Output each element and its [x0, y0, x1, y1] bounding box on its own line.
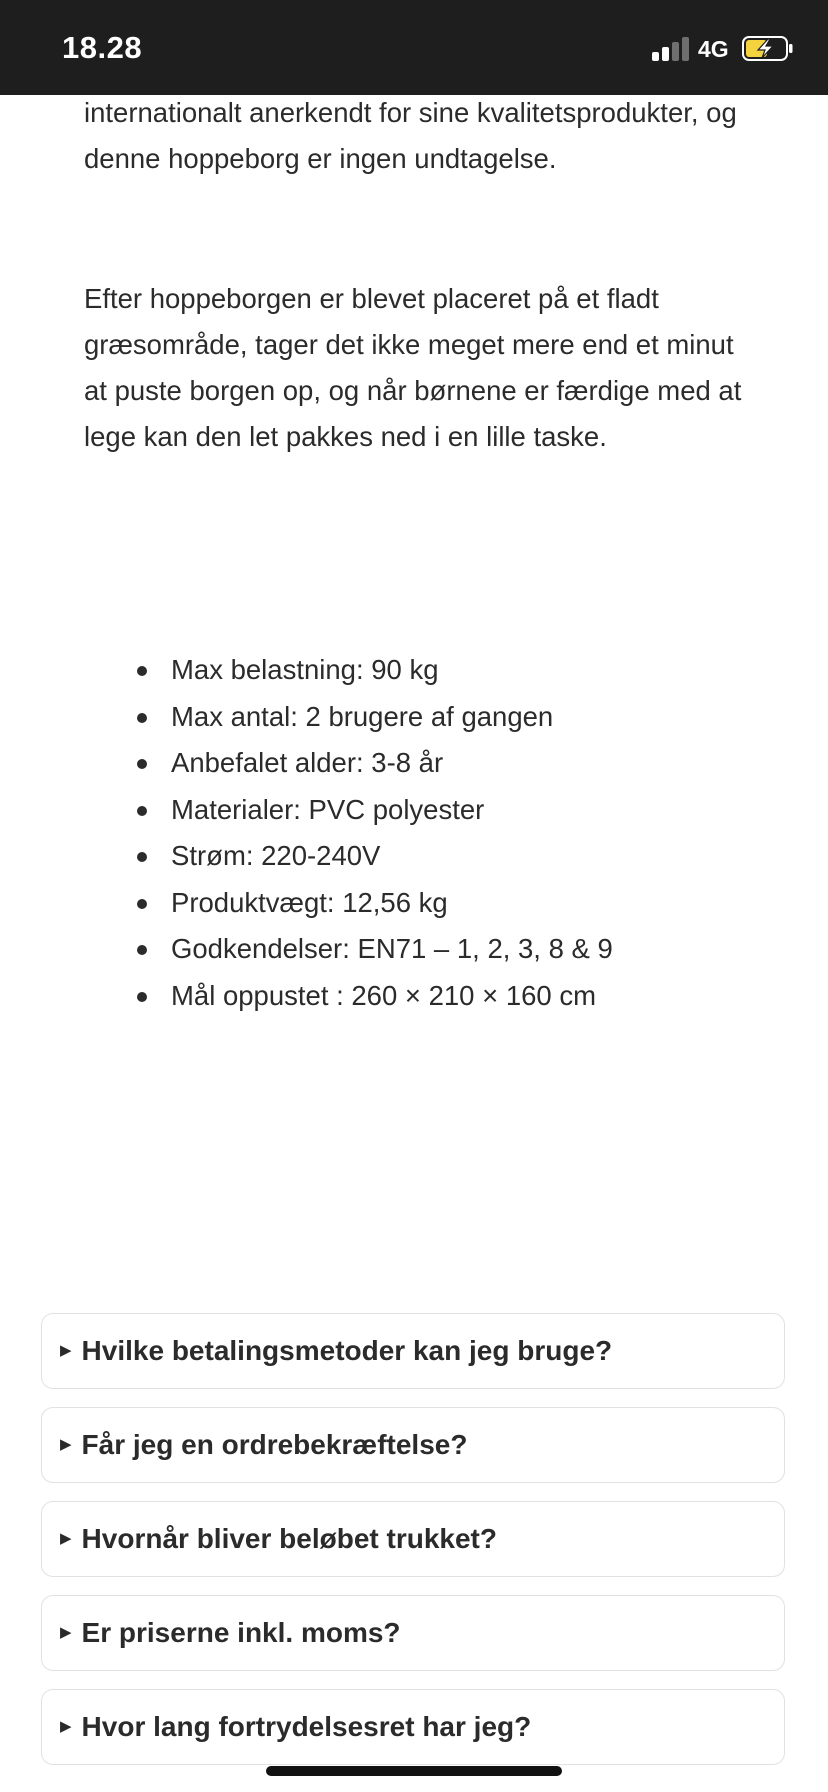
status-time: 18.28 — [62, 30, 143, 65]
status-bar — [0, 0, 828, 95]
disclosure-triangle-icon: ▶ — [60, 1718, 72, 1735]
spec-item: Strøm: 220-240V — [84, 833, 613, 880]
description-paragraph: Efter hoppeborgen er blevet placeret på et fladt græsområde, tager det ikke meget mere end et minut at puste borgen op, og når børnene er færdige med at lege kan den let pakkes ned i en lille taske. — [84, 283, 742, 452]
disclosure-triangle-icon: ▶ — [60, 1342, 72, 1359]
disclosure-triangle-icon: ▶ — [60, 1624, 72, 1641]
spec-list — [84, 647, 613, 1019]
spec-item: Godkendelser: EN71 – 1, 2, 3, 8 & 9 — [84, 926, 613, 973]
disclosure-triangle-icon: ▶ — [60, 1436, 72, 1453]
spec-item: Anbefalet alder: 3-8 år — [84, 740, 613, 787]
spec-item: Produktvægt: 12,56 kg — [84, 880, 613, 927]
spec-item: Materialer: PVC polyester — [84, 787, 613, 834]
spec-item: Mål oppustet : 260 × 210 × 160 cm — [84, 973, 613, 1020]
faq-question: Hvornår bliver beløbet trukket? — [81, 1522, 497, 1554]
battery-charging-icon — [742, 36, 794, 61]
description-paragraph: internationalt anerkendt for sine kvalitetsprodukter, og denne hoppeborg er ingen undtagelse. — [84, 97, 737, 174]
faq-item-payment-methods[interactable] — [41, 1313, 785, 1389]
home-indicator[interactable] — [266, 1766, 562, 1776]
disclosure-triangle-icon: ▶ — [60, 1530, 72, 1547]
faq-question: Er priserne inkl. moms? — [81, 1616, 401, 1648]
faq-item-vat[interactable] — [41, 1595, 785, 1671]
faq-item-payment-timing[interactable] — [41, 1501, 785, 1577]
faq-item-order-confirmation[interactable] — [41, 1407, 785, 1483]
cellular-signal-icon — [652, 37, 690, 61]
faq-item-withdrawal-right[interactable] — [41, 1689, 785, 1765]
network-type: 4G — [698, 36, 729, 62]
faq-question: Hvilke betalingsmetoder kan jeg bruge? — [81, 1334, 613, 1366]
faq-question: Får jeg en ordrebekræftelse? — [81, 1428, 468, 1460]
spec-item: Max antal: 2 brugere af gangen — [84, 694, 613, 741]
faq-question: Hvor lang fortrydelsesret har jeg? — [81, 1710, 532, 1742]
spec-item: Max belastning: 90 kg — [84, 647, 613, 694]
